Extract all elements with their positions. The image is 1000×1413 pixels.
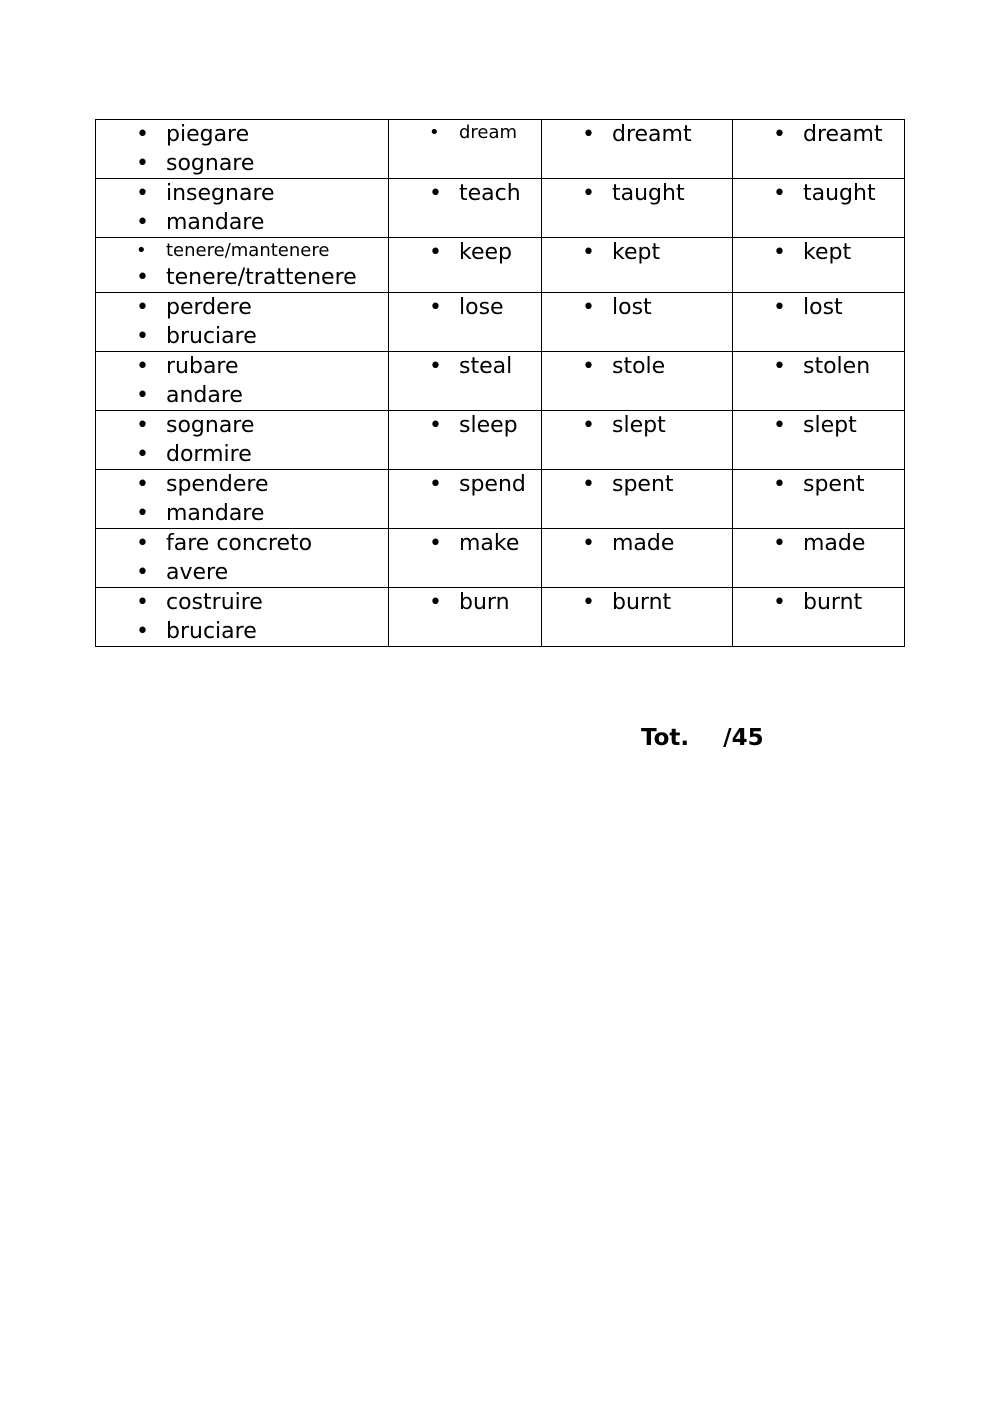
italian-options-cell — [96, 238, 389, 293]
past-participle: • burnt — [773, 588, 904, 617]
italian-options-cell — [96, 470, 389, 529]
italian-option[interactable]: • piegare — [136, 120, 388, 149]
past-simple: • kept — [582, 238, 732, 267]
base-form-cell — [389, 293, 542, 352]
italian-option[interactable]: • avere — [136, 558, 388, 587]
base-form: • teach — [429, 179, 541, 208]
past-simple: • lost — [582, 293, 732, 322]
past-participle-cell — [733, 352, 905, 411]
past-simple: • dreamt — [582, 120, 732, 149]
italian-option[interactable]: • dormire — [136, 440, 388, 469]
italian-option[interactable]: • tenere/trattenere — [136, 263, 388, 292]
base-form: • dream — [429, 120, 541, 145]
total-score — [641, 725, 764, 751]
italian-option[interactable]: • rubare — [136, 352, 388, 381]
past-participle: • taught — [773, 179, 904, 208]
italian-option[interactable]: • andare — [136, 381, 388, 410]
total-max-score: /45 — [723, 725, 764, 751]
verb-table — [95, 119, 905, 647]
italian-option[interactable]: • perdere — [136, 293, 388, 322]
italian-options-cell — [96, 411, 389, 470]
base-form-cell — [389, 588, 542, 647]
table-row — [96, 120, 905, 179]
italian-option[interactable]: • costruire — [136, 588, 388, 617]
past-participle: • made — [773, 529, 904, 558]
past-participle: • lost — [773, 293, 904, 322]
italian-options-cell — [96, 120, 389, 179]
base-form: • spend — [429, 470, 541, 499]
base-form: • sleep — [429, 411, 541, 440]
table-row — [96, 293, 905, 352]
past-simple-cell — [542, 588, 733, 647]
past-simple-cell — [542, 470, 733, 529]
italian-options-cell — [96, 352, 389, 411]
past-participle: • dreamt — [773, 120, 904, 149]
past-simple: • spent — [582, 470, 732, 499]
past-participle-cell — [733, 293, 905, 352]
past-simple-cell — [542, 120, 733, 179]
past-participle-cell — [733, 470, 905, 529]
base-form: • burn — [429, 588, 541, 617]
past-participle: • spent — [773, 470, 904, 499]
italian-options-cell — [96, 293, 389, 352]
past-simple: • slept — [582, 411, 732, 440]
italian-option[interactable]: • bruciare — [136, 617, 388, 646]
past-simple: • made — [582, 529, 732, 558]
past-participle-cell — [733, 529, 905, 588]
past-simple: • burnt — [582, 588, 732, 617]
past-participle-cell — [733, 588, 905, 647]
table-row — [96, 470, 905, 529]
base-form: • make — [429, 529, 541, 558]
base-form-cell — [389, 120, 542, 179]
base-form: • steal — [429, 352, 541, 381]
past-participle: • slept — [773, 411, 904, 440]
italian-option[interactable]: • insegnare — [136, 179, 388, 208]
italian-option[interactable]: • fare concreto — [136, 529, 388, 558]
italian-option[interactable]: • mandare — [136, 208, 388, 237]
italian-option[interactable]: • sognare — [136, 149, 388, 178]
table-row — [96, 179, 905, 238]
italian-option[interactable]: • tenere/mantenere — [136, 238, 388, 263]
base-form-cell — [389, 179, 542, 238]
table-row — [96, 411, 905, 470]
past-participle-cell — [733, 120, 905, 179]
past-simple-cell — [542, 529, 733, 588]
total-label: Tot. — [641, 725, 690, 751]
past-participle: • kept — [773, 238, 904, 267]
past-participle-cell — [733, 179, 905, 238]
table-row — [96, 238, 905, 293]
past-simple-cell — [542, 238, 733, 293]
italian-option[interactable]: • mandare — [136, 499, 388, 528]
past-participle-cell — [733, 238, 905, 293]
base-form-cell — [389, 470, 542, 529]
past-simple-cell — [542, 293, 733, 352]
italian-options-cell — [96, 529, 389, 588]
italian-options-cell — [96, 179, 389, 238]
table-row — [96, 352, 905, 411]
italian-option[interactable]: • bruciare — [136, 322, 388, 351]
past-simple-cell — [542, 352, 733, 411]
past-simple-cell — [542, 179, 733, 238]
base-form: • keep — [429, 238, 541, 267]
past-participle-cell — [733, 411, 905, 470]
base-form-cell — [389, 352, 542, 411]
base-form: • lose — [429, 293, 541, 322]
italian-option[interactable]: • sognare — [136, 411, 388, 440]
italian-options-cell — [96, 588, 389, 647]
table-row — [96, 529, 905, 588]
past-simple-cell — [542, 411, 733, 470]
base-form-cell — [389, 529, 542, 588]
past-simple: • taught — [582, 179, 732, 208]
base-form-cell — [389, 238, 542, 293]
past-participle: • stolen — [773, 352, 904, 381]
past-simple: • stole — [582, 352, 732, 381]
base-form-cell — [389, 411, 542, 470]
italian-option[interactable]: • spendere — [136, 470, 388, 499]
table-row — [96, 588, 905, 647]
